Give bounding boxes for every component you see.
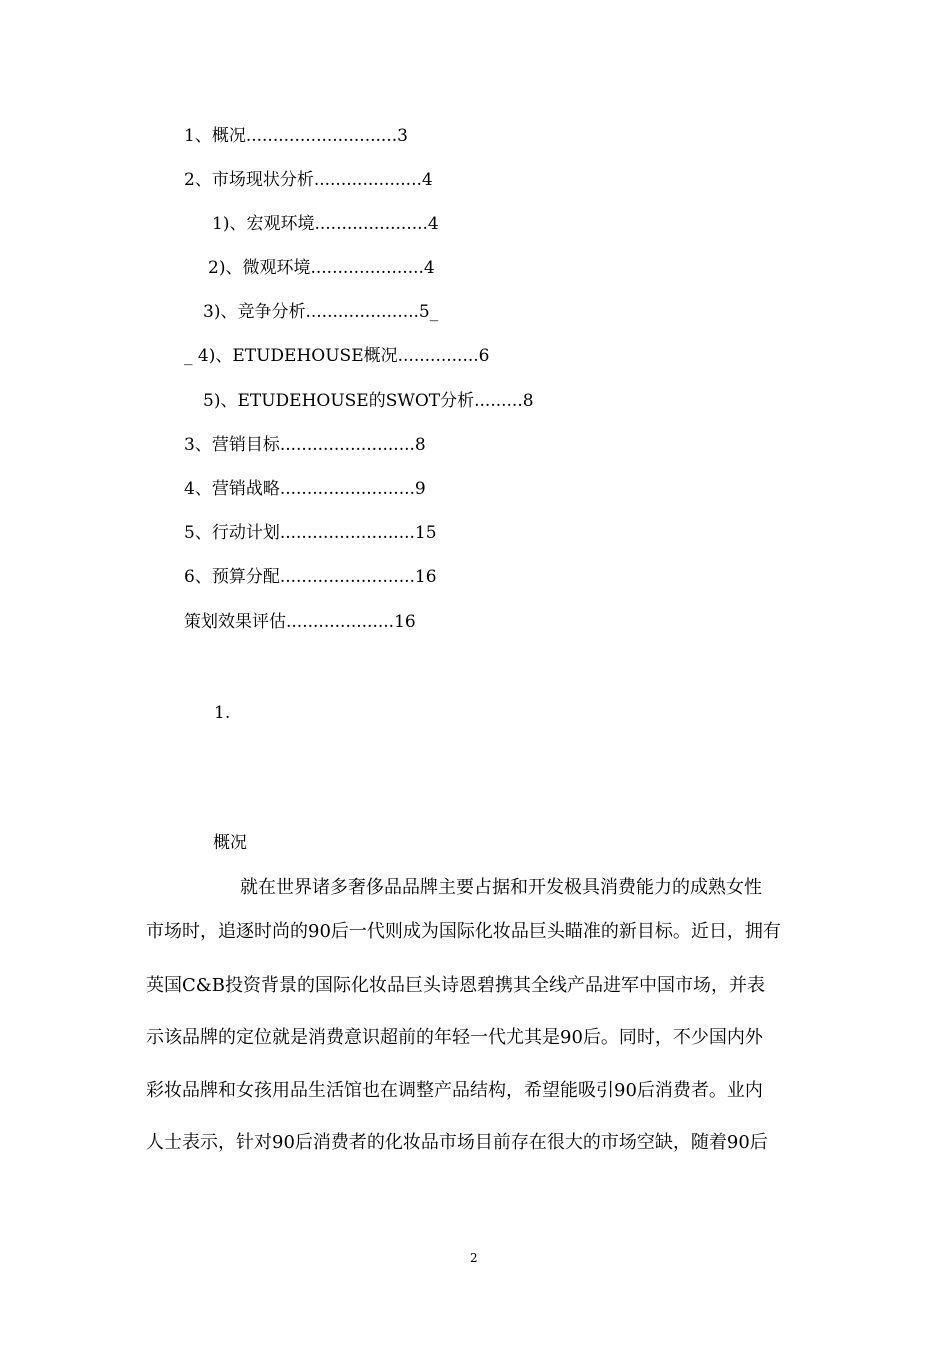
toc-entry: 1、概况............................3 [184, 126, 408, 146]
toc-entry: 3)、竞争分析.....................5_ [203, 302, 439, 322]
section-number: 1. [214, 703, 231, 723]
toc-entry: 5)、ETUDEHOUSE的SWOT分析.........8 [203, 391, 534, 411]
toc-entry: 策划效果评估....................16 [184, 612, 416, 632]
paragraph-line: 英国C&B投资背景的国际化妆品巨头诗恩碧携其全线产品进军中国市场，并表 [146, 975, 766, 996]
paragraph-line: 市场时，追逐时尚的90后一代则成为国际化妆品巨头瞄准的新目标。近日，拥有 [146, 921, 781, 942]
toc-entry: 2)、微观环境.....................4 [208, 258, 435, 278]
toc-entry: 2、市场现状分析....................4 [184, 170, 433, 190]
toc-entry: 6、预算分配.........................16 [184, 567, 437, 587]
paragraph-line: 人士表示，针对90后消费者的化妆品市场目前存在很大的市场空缺，随着90后 [146, 1132, 768, 1153]
toc-entry: 4、营销战略.........................9 [184, 479, 426, 499]
paragraph-line: 示该品牌的定位就是消费意识超前的年轻一代尤其是90后。同时，不少国内外 [146, 1027, 763, 1048]
paragraph-line: 彩妆品牌和女孩用品生活馆也在调整产品结构，希望能吸引90后消费者。业内 [146, 1080, 763, 1101]
toc-entry: 1)、宏观环境.....................4 [212, 214, 439, 234]
page-number: 2 [470, 1251, 478, 1265]
section-title: 概况 [213, 833, 247, 853]
toc-entry: 3、营销目标.........................8 [184, 435, 426, 455]
toc-entry: 5、行动计划.........................15 [184, 523, 437, 543]
toc-entry: _ 4)、ETUDEHOUSE概况...............6 [184, 346, 490, 366]
paragraph-line: 就在世界诸多奢侈品品牌主要占据和开发极具消费能力的成熟女性 [240, 877, 762, 898]
